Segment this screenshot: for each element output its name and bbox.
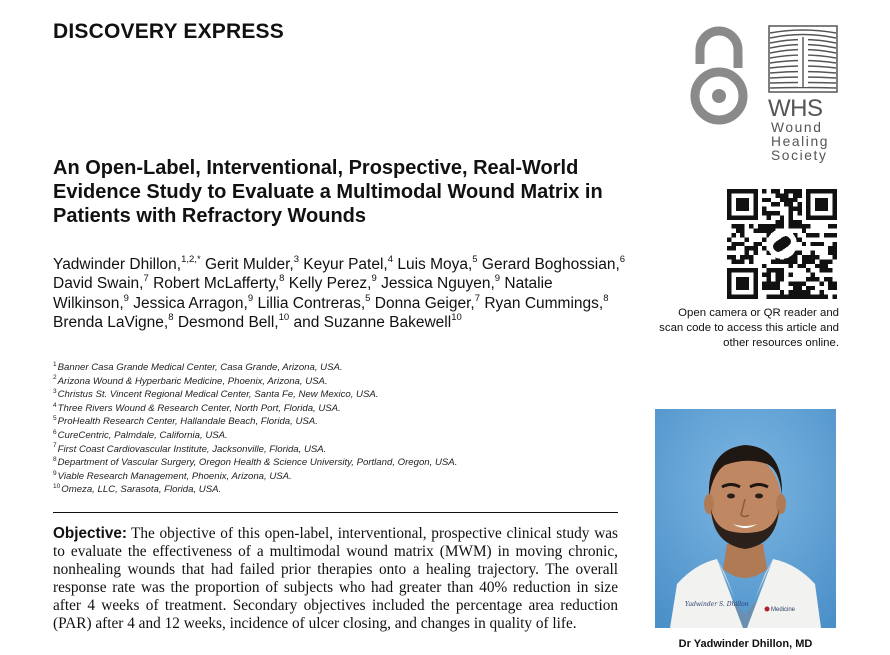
author-affiliation-marker: 8	[168, 312, 174, 324]
affiliation-number: 6	[53, 428, 57, 436]
affiliation-text: ProHealth Research Center, Hallandale Beach, Florida, USA.	[57, 416, 318, 428]
author-name: Kelly Perez,	[288, 275, 372, 293]
affiliation-item	[53, 402, 628, 416]
author-name: David Swain,	[53, 275, 144, 293]
author-affiliation-marker: 10	[451, 312, 462, 324]
affiliation-text: Viable Research Management, Phoenix, Arizona, USA.	[57, 470, 292, 482]
author-list	[53, 255, 628, 333]
author-name: Jessica Nguyen,	[381, 275, 495, 293]
author-affiliation-marker: 7	[143, 273, 149, 285]
affiliation-text: First Coast Cardiovascular Institute, Jacksonville, Florida, USA.	[57, 443, 327, 455]
author-affiliation-marker: 9	[123, 292, 129, 304]
author-name: Gerit Mulder,	[204, 256, 294, 273]
affiliation-text: Omeza, LLC, Sarasota, Florida, USA.	[61, 484, 222, 496]
author-affiliation-marker: 8	[279, 273, 285, 285]
author-affiliation-marker: 9	[247, 292, 254, 304]
affiliation-item	[53, 443, 628, 457]
affiliation-number: 8	[53, 455, 57, 463]
author-affiliation-marker: 4	[387, 253, 394, 265]
affiliation-text: Christus St. Vincent Regional Medical Center, Santa Fe, New Mexico, USA.	[57, 389, 379, 401]
affiliation-item	[53, 483, 628, 497]
author-portrait-image	[655, 409, 836, 628]
author-name: Gerard Boghossian,	[481, 256, 620, 273]
affiliation-text: CureCentric, Palmdale, California, USA.	[57, 429, 228, 441]
author-name: Jessica Arragon,	[133, 294, 248, 312]
affiliation-item	[53, 361, 628, 375]
article-title: An Open-Label, Interventional, Prospective, Real-World Evidence Study to Evaluate a Multimodal Wound Matrix in Patients with Refractory Wounds	[53, 157, 603, 227]
author-affiliation-marker: 1,2,*	[181, 253, 201, 265]
affiliation-item	[53, 388, 628, 402]
author-name: Yadwinder Dhillon,	[53, 256, 182, 273]
author-affiliation-marker: 10	[278, 312, 290, 324]
author-name: Donna Geiger,	[374, 294, 475, 312]
affiliation-item	[53, 470, 628, 484]
author-affiliation-marker: 9	[494, 273, 501, 285]
affiliation-number: 4	[53, 401, 57, 409]
section-label: DISCOVERY EXPRESS	[53, 20, 284, 43]
author-affiliation-marker: 6	[619, 253, 626, 265]
affiliation-item	[53, 429, 628, 443]
affiliation-number: 9	[53, 469, 57, 477]
objective-label: Objective:	[53, 525, 127, 542]
coat-embroidery: Yadwinder S. Dhillon	[685, 601, 749, 608]
abstract-rule	[53, 512, 618, 513]
author-name: Brenda LaVigne,	[53, 314, 169, 332]
affiliation-item	[53, 456, 628, 470]
whs-name-line: Society	[771, 148, 828, 163]
author-name: Desmond Bell,	[177, 314, 279, 332]
affiliation-text: Arizona Wound & Hyperbaric Medicine, Phoenix, Arizona, USA.	[57, 375, 328, 387]
author-affiliation-marker: 5	[365, 292, 371, 304]
qr-caption: Open camera or QR reader and scan code to access this article and other resources online.	[659, 307, 839, 349]
author-name: Natalie Wilkinson,	[53, 275, 553, 312]
author-affiliation-marker: 5	[472, 253, 478, 265]
qr-code[interactable]	[727, 189, 837, 299]
author-affiliation-marker: 9	[371, 273, 377, 285]
affiliation-number: 1	[53, 360, 57, 368]
affiliation-number: 7	[53, 442, 57, 450]
author-name: Luis Moya,	[397, 256, 473, 273]
affiliation-number: 10	[53, 483, 61, 491]
author-affiliation-marker: 3	[293, 253, 299, 265]
author-name: Ryan Cummings,	[484, 294, 604, 312]
whs-mark-icon	[768, 25, 838, 93]
whs-logo	[768, 25, 840, 163]
affiliation-number: 2	[53, 374, 57, 382]
affiliation-text: Three Rivers Wound & Research Center, North Port, Florida, USA.	[57, 402, 341, 414]
whs-name-line: Wound	[771, 120, 823, 135]
affiliation-item	[53, 415, 628, 429]
affiliation-number: 5	[53, 415, 57, 423]
whs-abbr: WHS	[768, 95, 823, 122]
author-name: Robert McLafferty,	[153, 275, 280, 293]
affiliation-text: Department of Vascular Surgery, Oregon Health & Science University, Portland, Oregon, USA.	[57, 457, 458, 469]
author-name: and Suzanne Bakewell	[293, 314, 452, 332]
author-name: Lillia Contreras,	[257, 294, 366, 312]
author-affiliation-marker: 7	[474, 292, 481, 304]
affiliation-list	[53, 361, 628, 497]
author-name: Keyur Patel,	[303, 256, 388, 273]
affiliation-text: Banner Casa Grande Medical Center, Casa Grande, Arizona, USA.	[57, 362, 343, 373]
objective-text: The objective of this open-label, interventional, prospective clinical study was to evaluate the effectiveness of a multimodal wound matrix (MWM) in moving chronic, nonhealing wounds that had failed prior therapies onto a healing trajectory. The overall response rate was the proportion of subjects who had greater than 40% reduction in size after 4 weeks of treatment. Secondary objectives included the percentage area reduction (PAR) after 4 and 12 weeks, incidence of ulcer closing, and changes in quality of life.	[53, 525, 618, 633]
coat-badge: Medicine	[771, 607, 796, 613]
abstract-objective	[53, 525, 618, 634]
photo-caption: Dr Yadwinder Dhillon, MD	[678, 638, 813, 650]
open-access-icon	[686, 24, 752, 128]
author-affiliation-marker: 8	[603, 292, 609, 304]
affiliation-item	[53, 375, 628, 389]
affiliation-number: 3	[53, 388, 57, 395]
author-photo	[655, 409, 836, 628]
whs-name-line: Healing	[771, 134, 829, 149]
